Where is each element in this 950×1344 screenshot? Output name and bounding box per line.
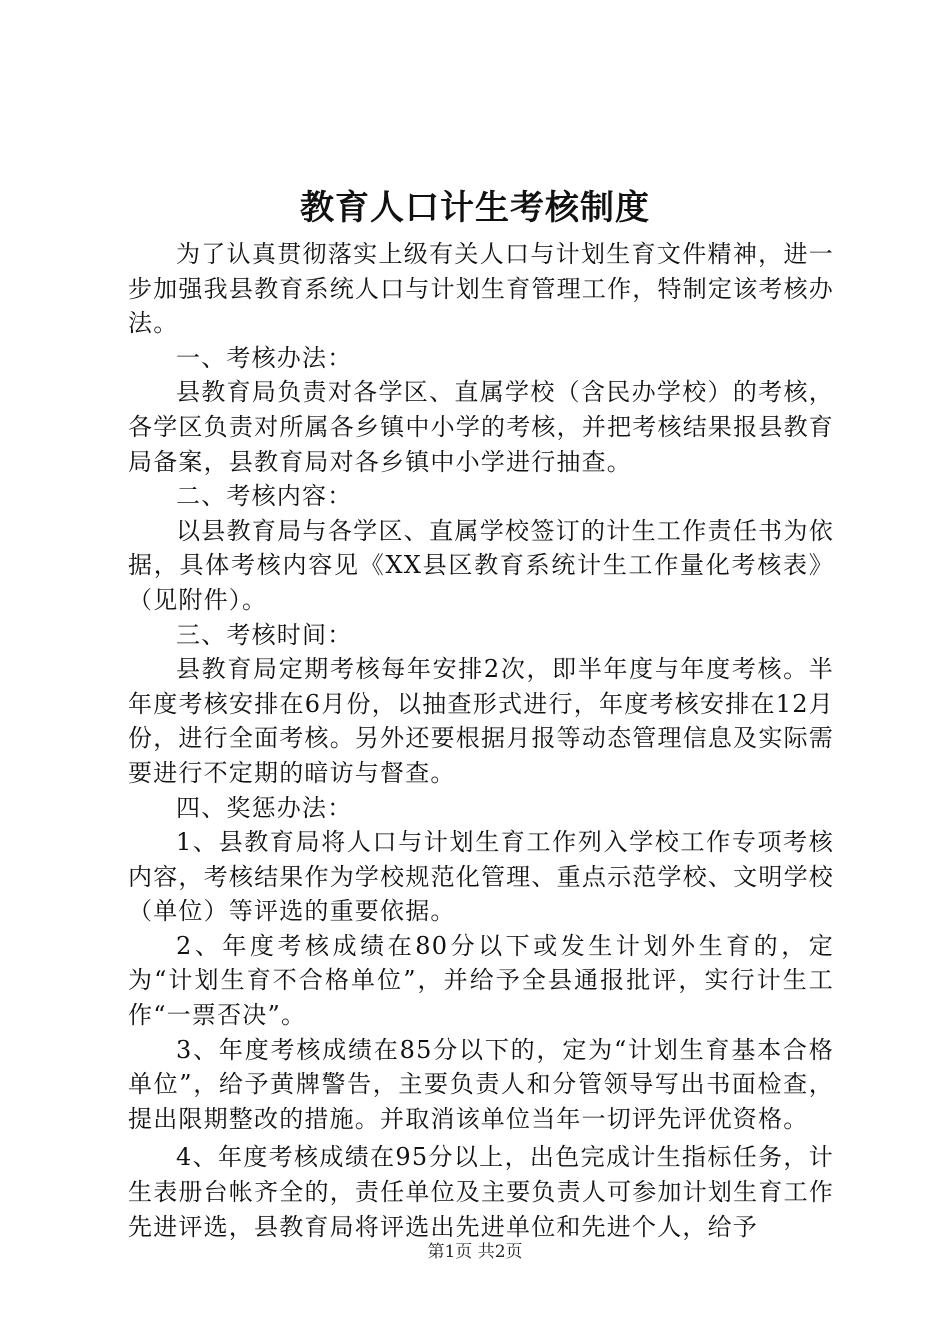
paragraph-rule-4: 4、年度考核成绩在95分以上，出色完成计生指标任务，计生表册台帐齐全的，责任单位及主要负责人可参加计划生育工作先进评选，县教育局将评选出先进单位和先进个人，给予 bbox=[128, 1143, 834, 1241]
paragraph-intro: 为了认真贯彻落实上级有关人口与计划生育文件精神，进一步加强我县教育系统人口与计划生育管理工作，特制定该考核办法。 bbox=[128, 240, 834, 338]
heading-assessment-method: 一、考核办法： bbox=[176, 343, 353, 372]
paragraph-assessment-content: 以县教育局与各学区、直属学校签订的计生工作责任书为依据，具体考核内容见《XX县区教育系统计生工作量化考核表》（见附件）。 bbox=[128, 516, 834, 614]
heading-assessment-content: 二、考核内容： bbox=[176, 482, 353, 511]
paragraph-assessment-time: 县教育局定期考核每年安排2次，即半年度与年度考核。半年度考核安排在6月份，以抽查形式进行，年度考核安排在12月份，进行全面考核。另外还要根据月报等动态管理信息及实际需要进行不定期的暗访与督查。 bbox=[128, 655, 834, 787]
paragraph-rule-1: 1、县教育局将人口与计划生育工作列入学校工作专项考核内容，考核结果作为学校规范化管理、重点示范学校、文明学校（单位）等评选的重要依据。 bbox=[128, 828, 834, 926]
paragraph-assessment-method: 县教育局负责对各学区、直属学校（含民办学校）的考核，各学区负责对所属各乡镇中小学的考核，并把考核结果报县教育局备案，县教育局对各乡镇中小学进行抽查。 bbox=[128, 378, 834, 476]
page-number: 第1页 共2页 bbox=[427, 1242, 523, 1262]
heading-rewards-penalties: 四、奖惩办法： bbox=[176, 793, 353, 822]
heading-assessment-time: 三、考核时间： bbox=[176, 620, 353, 649]
paragraph-rule-2: 2、年度考核成绩在80分以下或发生计划外生育的，定为“计划生育不合格单位”，并给予全县通报批评，实行计生工作“一票否决”。 bbox=[128, 931, 834, 1030]
document-title: 教育人口计生考核制度 bbox=[300, 188, 650, 228]
document-body bbox=[128, 237, 834, 1244]
paragraph-rule-3: 3、年度考核成绩在85分以下的，定为“计划生育基本合格单位”，给予黄牌警告，主要负责人和分管领导写出书面检查，提出限期整改的措施。并取消该单位当年一切评先评优资格。 bbox=[128, 1035, 834, 1133]
